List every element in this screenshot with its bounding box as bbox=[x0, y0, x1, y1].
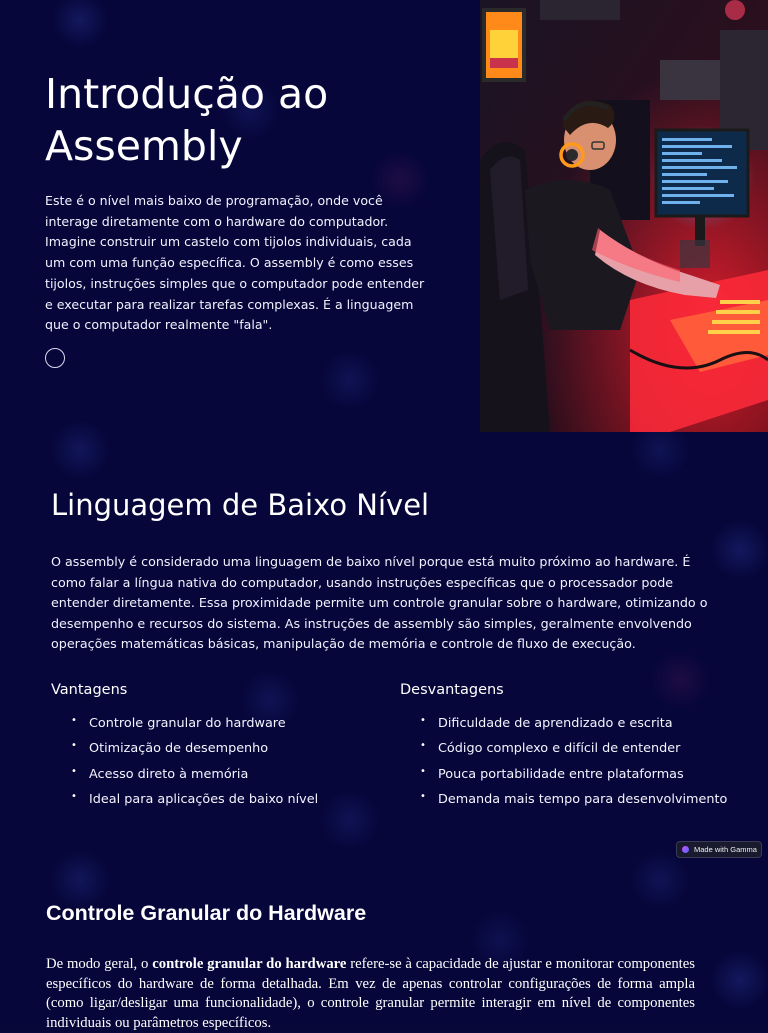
body-text-rest: refere-se à capacidade de ajustar e monitorar componentes específicos do hardware de forma detalhada. Em vez de apenas controlar configurações de forma ampla (como ligar/desligar uma funcionalidade), o controle granular permite interagir em nível de componentes individuais ou parâmetros específicos. bbox=[46, 956, 695, 1031]
made-with-gamma-badge[interactable] bbox=[676, 841, 762, 858]
gamma-logo-icon bbox=[682, 846, 689, 853]
advantages-heading: Vantagens bbox=[51, 682, 128, 698]
slide-intro bbox=[0, 0, 768, 432]
section-title: Linguagem de Baixo Nível bbox=[51, 488, 430, 522]
circle-outline-icon[interactable] bbox=[45, 348, 65, 368]
disadvantages-column bbox=[400, 682, 740, 817]
list-item: • Controle granular do hardware bbox=[51, 716, 391, 732]
section-body-text bbox=[46, 955, 695, 1033]
body-text-bold: controle granular do hardware bbox=[152, 956, 347, 972]
advantages-column bbox=[51, 682, 391, 817]
slide-body-text: Este é o nível mais baixo de programação, onde você interage diretamente com o hardware do computador. Imagine construir um castelo com tijolos individuais, cada um com uma função específica. O assembly é como esses tijolos, instruções simples que o computador pode entender e executar para realizar tarefas complexas. É a linguagem que o computador realmente "fala". bbox=[45, 193, 425, 333]
disadvantages-list bbox=[400, 716, 740, 808]
list-item: • Dificuldade de aprendizado e escrita bbox=[400, 716, 740, 732]
badge-label: Made with Gamma bbox=[694, 845, 757, 854]
list-item: • Otimização de desempenho bbox=[51, 741, 391, 757]
slide-title: Introdução ao Assembly bbox=[45, 70, 329, 170]
programmer-photo bbox=[480, 0, 768, 432]
body-text-start: De modo geral, o bbox=[46, 956, 153, 972]
section-body-text: O assembly é considerado uma linguagem de baixo nível porque está muito próximo ao hardware. É como falar a língua nativa do computador, usando instruções específicas que o processador pode entender diretamente. Essa proximidade permite um controle granular sobre o hardware, otimizando o desempenho e recursos do sistema. As instruções de assembly são simples, geralmente envolvendo operações matemáticas básicas, manipulação de memória e controle de fluxo de execução. bbox=[51, 554, 708, 652]
list-item: • Código complexo e difícil de entender bbox=[400, 741, 740, 757]
list-item: • Acesso direto à memória bbox=[51, 767, 391, 783]
disadvantages-heading: Desvantagens bbox=[400, 682, 504, 698]
list-item: • Pouca portabilidade entre plataformas bbox=[400, 767, 740, 783]
section-title: Controle Granular do Hardware bbox=[46, 901, 367, 925]
advantages-list bbox=[51, 716, 391, 808]
list-item: • Demanda mais tempo para desenvolvimento bbox=[400, 792, 740, 808]
list-item: • Ideal para aplicações de baixo nível bbox=[51, 792, 391, 808]
